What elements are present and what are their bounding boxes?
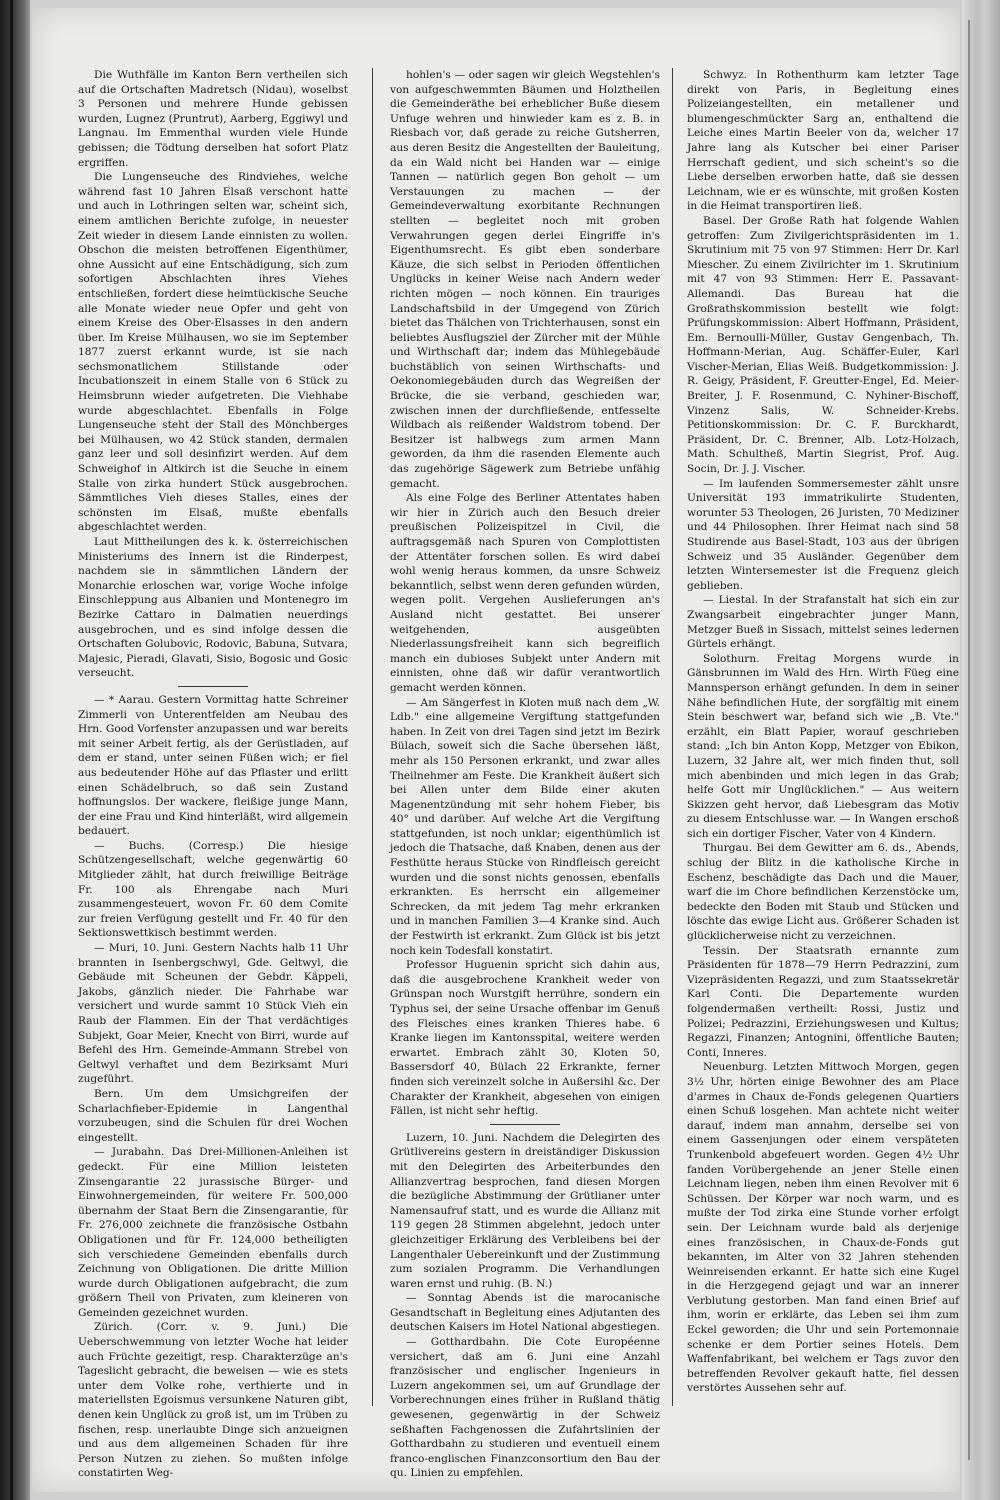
article-lungenseuche: Die Lungenseuche des Rindviehes, welche während fast 10 Jahren Elsaß verschont hatte und auch in Lothringen selten war, scheint sich, einem amtlichen Berichte zufolge, in neuester Zeit wieder in diesem Lande einnisten zu wollen. Obschon die meisten betroffenen Eigenthümer, ohne Aussicht auf eine Entschädigung, sich zum sofortigen Abschlachten ihres Viehes entschließen, fordert diese heimtückische Seuche alle Monate wieder neue Opfer und geht von einem Kreise des Ober-Elsasses in den andern über. Im Kreise Mülhausen, wo sie im September 1877 zuerst erkannt wurde, ist sie nach sechsmonatlichem Stillstande oder Incubationszeit in einem Stalle von 6 Stück zu Heimsbrunn wieder aufgetreten. Die Viehhabe wurde abgeschlachtet. Ebenfalls in Folge Lungenseuche steht der Stall des Mönchberges bei Mülhausen, wo 42 Stück standen, dermalen ganz leer und soll desinfizirt werden. Auf dem Schweighof in Altkirch ist die Seuche in einem Stalle von zirka hundert Stück ausgebrochen. Sämmtliches Vieh dieses Stalles, eines der schönsten im Elsaß, mußte ebenfalls abgeschlachtet werden. <box>78 171 348 534</box>
article-solothurn: Solothurn. Freitag Morgens wurde in Gänsbrunnen im Wald des Hrn. Wirth Füeg eine Mannsperson erhängt gefunden. In dem in seiner Nähe befindlichen Hute, der sorgfältig mit einem Stein beschwert war, befand sich wie „B. Vte." erzählt, ein Blatt Papier, worauf geschrieben stand: „Ich bin Anton Kopp, Metzger von Ebikon, Luzern, 32 Jahre alt, wer mich finden thut, soll mich abenbinden und mich legen in das Grab; helfe Gott mir Unglücklichen." — Aus weitern Skizzen geht hervor, daß Liebesgram das Motiv zu diesem Entschlusse war. — In Wangen erschoß sich ein dortiger Fischer, Vater von 4 Kindern. <box>687 652 959 840</box>
article-basel: Basel. Der Große Rath hat folgende Wahlen getroffen: Zum Zivilgerichtspräsidenten im 1. Skrutinium mit 75 von 97 Stimmen: Herr Dr. Karl Miescher. Zu einem Zivilrichter im 1. Skrutinium mit 47 von 93 Stimmen: Herr E. Passavant-Allemandi. Das Bureau hat die Großrathskommission bestellt wie folgt: Prüfungskommission: Albert Hoffmann, Präsident, Em. Bernoulli-Müller, Gustav Gengenbach, Th. Hoffmann-Merian, Aug. Schäffer-Euler, Karl Vischer-Merian, Elias Weiß. Budgetkommission: J. R. Geigy, Präsident, F. Greutter-Engel, Ed. Meier-Breiter, J. F. Rosenmund, C. Nyhiner-Bischoff, Vinzenz Salis, W. Schneider-Krebs. Petitionskommission: Dr. C. F. Burckhardt, Präsident, Dr. C. Brenner, Alb. Lotz-Holzach, Math. Schultheß, Martin Siegrist, Prof. Aug. Socin, Dr. J. J. Vischer. <box>687 214 959 476</box>
article-schwyz: Schwyz. In Rothenthurm kam letzter Tage direkt von Paris, in Begleitung eines Polizeiangestellten, ein metallener und blumengeschmückter Sarg an, enthaltend die Leiche eines Martin Beeler von da, welcher 17 Jahre lang als Kutscher bei einer Pariser Herrschaft gedient, und sich scheint's so die Liebe derselben erworben hatte, daß sie dessen Leichnam, wie er es wünschte, mit großen Kosten in die Heimat transportiren ließ. <box>687 69 959 213</box>
article-luzern: Luzern, 10. Juni. Nachdem die Delegirten des Grütlivereins gestern in dreiständiger Diskussion mit den Delegirten des Arbeiterbundes den Allianzvertrag besprochen, fand diesen Morgen die bezügliche Abstimmung der Grütlianer unter Namensaufruf statt, und es wurde die Allianz mit 119 gegen 28 Stimmen abgelehnt, jedoch unter gleichzeitiger Erklärung des Verbleibens bei der Langenthaler Uebereinkunft und der Zustimmung zum sozialen Programm. Die Verhandlungen waren ernst und ruhig. (B. N.) <box>390 1131 660 1290</box>
book-binding-right <box>962 0 1000 1500</box>
book-binding-left <box>0 0 30 1500</box>
article-muri: — Muri, 10. Juni. Gestern Nachts halb 11 Uhr brannten in Isenbergschwyl, Gde. Geltwyl, die Gebäude mit Scheunen der Gebdr. Käppeli, Jakobs, gänzlich nieder. Die Fahrhabe war versichert und wurde sammt 10 Stück Vieh ein Raub der Flammen. Ein der That verdächtiges Subjekt, Goar Meier, Knecht von Birri, wurde auf Befehl des Hrn. Gemeinde-Ammann Strebel von Geltwyl verhaftet und dem Bezirksamt Muri zugeführt. <box>78 942 348 1086</box>
article-marocanische-gesandtschaft: — Sonntag Abends ist die marocanische Gesandtschaft in Begleitung eines Adjutanten des deutschen Kaisers im Hotel National abgestiegen. <box>390 1292 660 1334</box>
article-zuerich-cont: hohlen's — oder sagen wir gleich Wegstehlen's von aufgeschwemmten Bäumen und Holztheilen die Gemeinderäthe bei erheblicher Buße diesem Unfuge wehren und hinwieder kam es z. B. in Riesbach vor, daß gerade zu reiche Gutsherren, aus deren Besitz die Angestellten der Bauleitung, da ein Wald nicht bei Handen war — einige Tannen — natürlich gegen Bon geholt — um Verstauungen zu machen — der Gemeindeverwaltung exorbitante Rechnungen stellten — begleitet noch mit groben Verwahrungen gegen derlei Eingriffe in's Eigenthumsrecht. Es gibt eben sonderbare Käuze, die sich selbst in Perioden öffentlichen Unglücks in keiner Weise nach Andern weder richten mögen — noch können. Ein trauriges Landschaftsbild in der Umgegend von Zürich bietet das Thälchen von Trichterhausen, sonst ein beliebtes Ausflugsziel der Zürcher mit der Mühle und Wirthschaft dar; indem das Mühlegebäude buchstäblich von seinen Wirthschafts- und Oekonomiegebäuden durch das Wegreißen der Brücke, die sie verband, geschieden war, zwischen innen der durchfließende, entfesselte Wildbach als reißender Waldstrom tobend. Der Besitzer ist halbwegs zum armen Mann geworden, da ihm die rasenden Elemente auch das zugehörige Sägewerk zum Betriebe unfähig gemacht. <box>390 69 660 490</box>
article-berliner-attentat: Als eine Folge des Berliner Attentates haben wir hier in Zürich auch den Besuch dreier preußischen Polizeispitzel in Civil, die auftragsgemäß nach Spuren von Complottisten der Attentäter forschen sollen. Es wird dabei wohl wenig heraus kommen, da unsre Schweiz bekanntlich, selbst wenn deren gefunden würden, wegen polit. Vergehen Auslieferungen an's Ausland nicht gestattet. Bei unserer weitgehenden, ausgeübten Niederlassungsfreiheit kann sich begreiflich manch ein dubioses Subjekt unter Andern mit einnisten, ohne daß wir dafür verantwortlich gemacht werden können. <box>390 492 660 694</box>
column-rule-2 <box>672 68 673 1406</box>
column-rule-1 <box>372 68 373 1406</box>
article-thurgau: Thurgau. Bei dem Gewitter am 6. ds., Abends, schlug der Blitz in die katholische Kirche in Eschenz, beschädigte das Dach und die Mauer, warf die im Chore befindlichen Kerzenstöcke um, bedeckte den Boden mit Staub und Stücken und löschte das ewige Licht aus. Größerer Schaden ist glücklicherweise nicht zu verzeichnen. <box>687 842 959 943</box>
section-divider <box>490 1124 560 1125</box>
article-aarau: — * Aarau. Gestern Vormittag hatte Schreiner Zimmerli von Unterentfelden am Neubau des Hrn. Good Vorfenster anzupassen und war bereits mit seiner Arbeit fertig, als der Gerüstladen, auf dem er stand, unter seinen Füßen wich; er fiel aus bedeutender Höhe auf das Pflaster und erlitt einen Schädelbruch, so daß sein Zustand hoffnungslos. Der wackere, fleißige junge Mann, der eine Frau und Kind hinterläßt, wird allgemein bedauert. <box>78 693 348 838</box>
article-buchs: — Buchs. (Corresp.) Die hiesige Schützengesellschaft, welche gegenwärtig 60 Mitglieder zählt, hat durch freiwillige Beiträge Fr. 100 als Ehrengabe nach Muri zusammengesteuert, wovon Fr. 60 dem Comite zur freien Verfügung gestellt und Fr. 40 für den Sektionswettkisch bestimmt werden. <box>78 839 348 940</box>
article-saengerfest-kloten: — Am Sängerfest in Kloten muß nach dem „W. Ldb." eine allgemeine Vergiftung stattgefunden haben. In Zeit von drei Tagen sind jetzt im Bezirk Bülach, soweit sich die Sache übersehen läßt, mehr als 150 Personen erkrankt, und zwar alles Theilnehmer am Feste. Die Krankheit äußert sich bei Allen unter dem Bilde einer akuten Magenentzündung mit sehr hohem Fieber, bis 40° und darüber. Auf welche Art die Vergiftung stattgefunden, ist noch unklar; eigenthümlich ist jedoch die Thatsache, daß Knaben, denen aus der Festhütte heraus Stücke von Rindfleisch gereicht wurden und die sonst nichts genossen, ebenfalls erkrankten. Es herrscht ein allgemeiner Schrecken, da mit jedem Tag mehr erkranken und in manchen Familien 3—4 Kranke sind. Auch der Festwirth ist erkrankt. Zum Glück ist bis jetzt noch kein Todesfall konstatirt. <box>390 696 660 957</box>
section-divider <box>178 686 248 687</box>
article-neuenburg: Neuenburg. Letzten Mittwoch Morgen, gegen 3½ Uhr, hörten einige Bewohner des am Place d'armes in Chaux de-Fonds gelegenen Quartiers einen Schuß losgehen. Man achtete nicht weiter darauf, indem man annahm, derselbe sei von einem Gassenjungen oder einem verspäteten Trunkenbold abgefeuert worden. Gegen 4½ Uhr fanden Vorübergehende an jener Stelle einen Leichnam liegen, neben ihm einen Revolver mit 6 Schüssen. Der Körper war noch warm, und es mußte der Tod zirka eine Stunde vorher erfolgt sein. Der Leichnam wurde bald als derjenige eines französischen, in Chaux-de-Fonds gut bekannten, im Alter von 32 Jahren stehenden Weinreisenden erkannt. Er hatte sich eine Kugel in die Herzgegend gejagt und war an innerer Verblutung gestorben. Man fand einen Brief auf ihm, worin er erklärte, das Leben sei ihm zum Eckel geworden; die Uhr und sein Portemonnaie schenke er dem Portier seines Hotels. Dem Waffenfabrikant, bei welchem er Tags zuvor den betreffenden Revolver gekauft hatte, fiel dessen verstörtes Aussehen sehr auf. <box>687 1061 959 1395</box>
article-wuthfaelle: Die Wuthfälle im Kanton Bern vertheilen sich auf die Ortschaften Madretsch (Nidau), woselbst 3 Personen und mehrere Hunde gebissen wurden, Lugnez (Pruntrut), Aarberg, Eggiwyl und Langnau. Im Emmenthal wurden viele Hunde gebissen; die Tödtung derselben hat sofort Platz ergriffen. <box>78 69 348 169</box>
article-zuerich: Zürich. (Corr. v. 9. Juni.) Die Ueberschwemmung von letzter Woche hat leider auch Früchte gezeitigt, resp. Charakterzüge an's Tageslicht gebracht, die beweisen — wie es stets unter dem Volke rohe, verthierte und in materiellsten Egoismus versunkene Naturen gibt, denen kein Unglück zu groß ist, um im Trüben zu fischen, resp. unerlaubte Dinge sich anzueignen und aus dem allgemeinen Schaden für ihre Person Nutzen zu ziehen. So mußten infolge constatirten Weg- <box>78 1321 348 1480</box>
article-gotthardbahn: — Gotthardbahn. Die Cote Européenne versichert, daß am 6. Juni eine Anzahl französischer und englischer Ingenieurs in Luzern angekommen sei, um auf Grundlage der Vorberechnungen eines früher in Rußland thätig gewesenen, gegenwärtig in der Schweiz seßhaften Fachgenossen die Zufahrtslinien der Gotthardbahn zu studieren und eventuell einem franco-englischen Finanzconsortium den Bau der qu. Linien zu empfehlen. <box>390 1336 660 1480</box>
article-universitaet: — Im laufenden Sommersemester zählt unsre Universität 193 immatrikulirte Studenten, worunter 53 Theologen, 26 Juristen, 70 Mediziner und 44 Philosophen. Ihrer Heimat nach sind 58 Studirende aus Basel-Stadt, 103 aus der übrigen Schweiz und 35 Ausländer. Gegenüber dem letzten Wintersemester ist die Frequenz gleich geblieben. <box>687 477 959 592</box>
article-liestal: — Liestal. In der Strafanstalt hat sich ein zur Zwangsarbeit eingebrachter junger Mann, Metzger Bueß in Sissach, mittelst seines ledernen Gürtels erhängt. <box>687 594 959 651</box>
newspaper-page <box>32 8 960 1492</box>
column-1 <box>78 68 348 1480</box>
article-jurabahn: — Jurabahn. Das Drei-Millionen-Anleihen ist gedeckt. Für eine Million leisteten Zinsengarantie 22 jurassische Bürger- und Einwohnergemeinden, für weitere Fr. 500,000 übernahm der Staat Bern die Zinsengarantie, für Fr. 276,000 zeichnete die französische Ostbahn Obligationen und für Fr. 124,000 betheiligten sich verschiedene Gemeinden ebenfalls durch Zeichnung von Obligationen. Die dritte Million wurde durch Obligationen aufgebracht, die zum größern Theil von Privaten, zum kleineren von Gemeinden gezeichnet wurden. <box>78 1146 348 1319</box>
article-huguenin: Professor Huguenin spricht sich dahin aus, daß die ausgebrochene Krankheit weder von Grünspan noch Wurstgift herrühre, sondern ein Typhus sei, der seine Ursache offenbar im Genuß des Fleisches eines kranken Thieres habe. 6 Kranke liegen im Kantonsspital, weitere werden erwartet. Embrach zählt 30, Kloten 50, Bassersdorf 40, Bülach 22 Erkrankte, ferner finden sich vereinzelt solche in Außersihl &c. Der Charakter der Krankheit, abgesehen von einigen Fällen, ist nicht sehr heftig. <box>390 959 660 1118</box>
article-rinderpest: Laut Mittheilungen des k. k. österreichischen Ministeriums des Innern ist die Rinderpest, nachdem sie in sämmtlichen Ländern der Monarchie erloschen war, vorige Woche infolge Einschleppung aus Albanien und Montenegro im Bezirke Cattaro in Dalmatien neuerdings ausgebrochen, und es sind infolge dessen die Ortschaften Golubovic, Rodovic, Babuna, Sutvara, Majesic, Pieradi, Glavati, Sisio, Bogosic und Gosic verseucht. <box>78 536 348 680</box>
article-tessin: Tessin. Der Staatsrath ernannte zum Präsidenten für 1878—79 Herrn Pedrazzini, zum Vizepräsidenten Regazzi, und zum Staatssekretär Karl Conti. Die Departemente wurden folgendermaßen vertheilt: Rossi, Justiz und Polizei; Pedrazzini, Erziehungswesen und Kultus; Regazzi, Finanzen; Antognini, öffentliche Bauten; Conti, Inneres. <box>687 944 959 1059</box>
column-3 <box>687 68 959 1408</box>
column-2 <box>390 68 660 1480</box>
article-bern: Bern. Um dem Umsichgreifen der Scharlachfieber-Epidemie in Langenthal vorzubeugen, sind die Schulen für drei Wochen eingestellt. <box>78 1087 348 1144</box>
